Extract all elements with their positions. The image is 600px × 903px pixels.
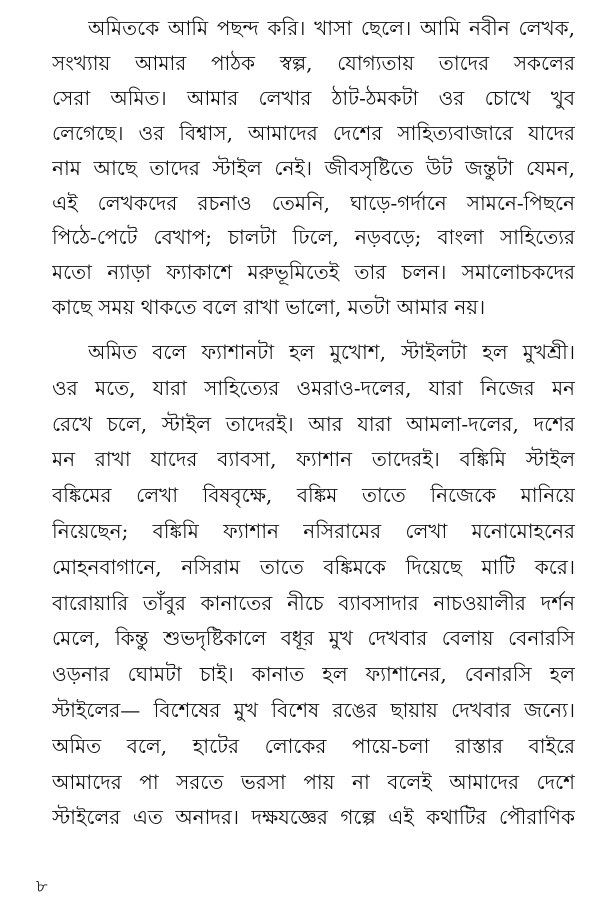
text-line: সেরা অমিত। আমার লেখার ঠাট-ঠমকটা ওর চোখে খুব — [52, 85, 575, 110]
text-line: স্টাইলের— বিশেষের মুখ বিশেষ রঙের ছায়ায় দেখবার জন্যে। — [52, 698, 575, 722]
text-line: এই লেখকদের রচনাও তেমনি, ঘাড়ে-গর্দানে সামনে-পিছনে — [52, 190, 575, 215]
text-line: ওর মতে, যারা সাহিত্যের ওমরাও-দলের, যারা নিজের মন — [52, 375, 575, 400]
text-line: রেখে চলে, স্টাইল তাদেরই। আর যারা আমলা-দলের, দশের — [52, 411, 575, 436]
text-line: আমাদের পা সরতে ভরসা পায় না বলেই আমাদের দেশে — [52, 769, 575, 794]
text-line: সংখ্যায় আমার পাঠক স্বল্প, যোগ্যতায় তাদের সকলের — [52, 50, 575, 75]
text-line: স্টাইলের এত অনাদর। দক্ষযজ্ঞের গল্পে এই কথাটির পৌরাণিক — [52, 805, 575, 830]
text-line: বারোয়ারি তাঁবুর কানাতের নীচে ব্যাবসাদার নাচওয়ালীর দর্শন — [52, 590, 575, 615]
text-line: ওড়নার ঘোমটা চাই। কানাত হল ফ্যাশানের, বেনারসি হল — [52, 662, 575, 687]
text-line: বঙ্কিমের লেখা বিষবৃক্ষে, বঙ্কিম তাতে নিজেকে মানিয়ে — [52, 483, 575, 508]
text-line: মেলে, কিন্তু শুভদৃষ্টিকালে বধূর মুখ দেখবার বেলায় বেনারসি — [52, 626, 575, 651]
text-line: কাছে সময় থাকতে বলে রাখা ভালো, মতটা আমার নয়। — [52, 295, 486, 320]
page-number: ৮ — [36, 876, 48, 897]
paragraph-first-line: অমিতকে আমি পছন্দ করি। খাসা ছেলে। আমি নবীন লেখক, — [88, 16, 575, 40]
text-line: মন রাখা যাদের ব্যাবসা, ফ্যাশান তাদেরই। বঙ্কিমি স্টাইল — [52, 447, 575, 472]
text-line: মোহনবাগানে, নসিরাম তাতে বঙ্কিমকে দিয়েছে মাটি করে। — [52, 554, 575, 579]
text-line: নাম আছে তাদের স্টাইল নেই। জীবসৃষ্টিতে উট জন্তুটা যেমন, — [52, 155, 575, 180]
text-line: লেগেছে। ওর বিশ্বাস, আমাদের দেশের সাহিত্যবাজারে যাদের — [52, 120, 575, 145]
text-line: পিঠে-পেটে বেখাপ; চালটা ঢিলে, নড়বড়ে; বাংলা সাহিত্যের — [52, 225, 575, 250]
text-line: নিয়েছেন; বঙ্কিমি ফ্যাশান নসিরামের লেখা মনোমোহনের — [52, 519, 575, 543]
paragraph-first-line: অমিত বলে ফ্যাশানটা হল মুখোশ, স্টাইলটা হল মুখশ্রী। — [88, 340, 575, 364]
text-line: মতো ন্যাড়া ফ্যাকাশে মরুভূমিতেই তার চলন। সমালোচকদের — [52, 260, 575, 285]
text-line: অমিত বলে, হাটের লোকের পায়ে-চলা রাস্তার বাইরে — [52, 733, 575, 758]
